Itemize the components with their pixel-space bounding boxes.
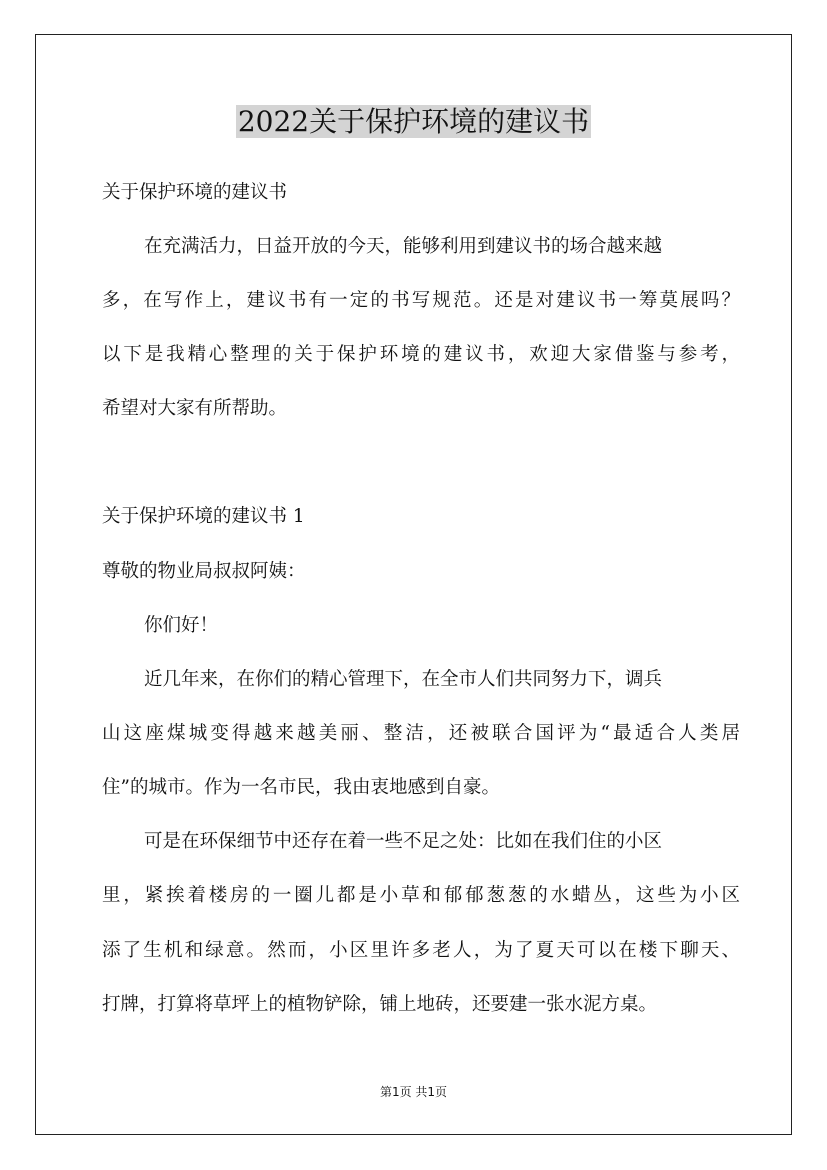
document-title: 2022关于保护环境的建议书 <box>237 105 590 138</box>
document-title-wrap <box>0 100 827 144</box>
intro-line-1: 在充满活力，日益开放的今天，能够利用到建议书的场合越来越 <box>144 236 663 257</box>
body-line-5: 里，紧挨着楼房的一圈儿都是小草和郁郁葱葱的水蜡丛，这些为小区 <box>102 885 740 906</box>
body-line-7: 打牌，打算将草坪上的植物铲除，铺上地砖，还要建一张水泥方桌。 <box>102 994 658 1015</box>
intro-line-4: 希望对大家有所帮助。 <box>102 398 288 419</box>
intro-line-2: 多，在写作上，建议书有一定的书写规范。还是对建议书一筹莫展吗？ <box>102 290 740 311</box>
body-line-3: 住”的城市。作为一名市民，我由衷地感到自豪。 <box>102 777 500 798</box>
greeting: 你们好！ <box>144 615 219 636</box>
body-line-2: 山这座煤城变得越来越美丽、整洁，还被联合国评为“最适合人类居 <box>102 723 740 744</box>
intro-line-3: 以下是我精心整理的关于保护环境的建议书，欢迎大家借鉴与参考， <box>102 344 740 365</box>
page-footer: 第1页 共1页 <box>379 1085 448 1099</box>
body-line-1: 近几年来，在你们的精心管理下，在全市人们共同努力下，调兵 <box>144 669 663 690</box>
salutation: 尊敬的物业局叔叔阿姨： <box>102 561 306 582</box>
subtitle-line: 关于保护环境的建议书 <box>102 182 288 203</box>
section-heading: 关于保护环境的建议书 1 <box>102 506 305 527</box>
body-line-4: 可是在环保细节中还存在着一些不足之处：比如在我们住的小区 <box>144 831 663 852</box>
body-line-6: 添了生机和绿意。然而，小区里许多老人，为了夏天可以在楼下聊天、 <box>102 940 740 961</box>
